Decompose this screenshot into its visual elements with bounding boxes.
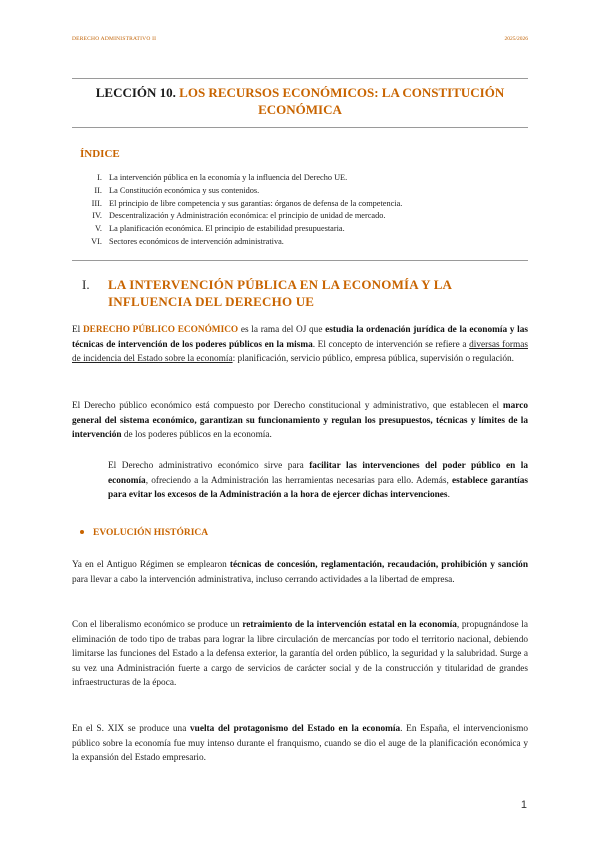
paragraph-siglo-xix: En el S. XIX se produce una vuelta del protagonismo del Estado en la economía. En España, el intervencionismo público sobre la economía fue muy intenso durante el franquismo, cuando se dio el auge de la planificación económica y la expansión del Estado empresario. — [72, 724, 528, 764]
paragraph-composition: El Derecho público económico está compuesto por Derecho constitucional y administrativo, que establecen el marco general del sistema económico, garantizan su funcionamiento y regulan los presupuestos, técnicas y límites de la intervención de los poderes públicos en la economía. — [72, 401, 528, 441]
header-course: DERECHO ADMINISTRATIVO II — [72, 36, 157, 42]
section-heading — [82, 276, 532, 310]
index-rule — [72, 260, 528, 261]
section-number: I. — [82, 277, 90, 292]
bullet-heading: EVOLUCIÓN HISTÓRICA — [80, 528, 208, 538]
index-item: III. El principio de libre competencia y sus garantías: órganos de defensa de la competencia. — [91, 198, 403, 208]
paragraph-admin-law: El Derecho administrativo económico sirve para facilitar las intervenciones del poder público en la economía, ofreciendo a la Administración las herramientas necesarias para ello. Además, establece garantías para evitar los excesos de la Administración a la hora de ejercer dichas intervenciones. — [108, 461, 528, 501]
paragraph-antiguo-regimen: Ya en el Antiguo Régimen se emplearon técnicas de concesión, reglamentación, recaudación, prohibición y sanción para llevar a cabo la intervención administrativa, incluso cerrando actividades a la libertad de empresa. — [72, 560, 528, 585]
title-rule-bottom — [72, 127, 528, 128]
lesson-name: LOS RECURSOS ECONÓMICOS: LA CONSTITUCIÓN ECONÓMICA — [179, 85, 505, 117]
paragraph-liberalismo: Con el liberalismo económico se produce un retraimiento de la intervención estatal en la economía, propugnándose la eliminación de todo tipo de trabas para lograr la libre circulación de mercancías por todo el territorio nacional, debiendo limitarse las funciones del Estado a la defensa exterior, la garantía del orden público, la seguridad y la salubridad. Surge a su vez una Administración fuerte a cargo de servicios de carácter social y de la construcción y titularidad de grandes infraestructuras de la época. — [72, 620, 528, 689]
title-rule-top — [72, 78, 528, 79]
index-item: V. La planificación económica. El principio de estabilidad presupuestaria. — [95, 224, 345, 234]
index-item: I. La intervención pública en la economía y la influencia del Derecho UE. — [97, 173, 348, 182]
header-year: 2025/2026 — [504, 36, 528, 42]
index-item: II. La Constitución económica y sus contenidos. — [94, 185, 260, 195]
paragraph-definition: El DERECHO PÚBLICO ECONÓMICO es la rama del OJ que estudia la ordenación jurídica de la economía y las técnicas de intervención de los poderes públicos en la misma. El concepto de intervención se refiere a diversas formas de incidencia del Estado sobre la economía: planificación, servicio público, empresa pública, supervisión o regulación. — [72, 325, 528, 365]
index-item: VI. Sectores económicos de intervención administrativa. — [91, 236, 284, 246]
section-title: LA INTERVENCIÓN PÚBLICA EN LA ECONOMÍA Y LA INFLUENCIA DEL DERECHO UE — [108, 277, 452, 309]
index-list — [88, 172, 402, 249]
index-heading: ÍNDICE — [80, 148, 120, 160]
index-item: IV. Descentralización y Administración económica: el principio de unidad de mercado. — [92, 211, 386, 221]
page-number: 1 — [520, 799, 527, 811]
lesson-title — [86, 84, 514, 118]
bullet-icon — [80, 530, 84, 534]
lesson-number: LECCIÓN 10. — [95, 85, 176, 100]
